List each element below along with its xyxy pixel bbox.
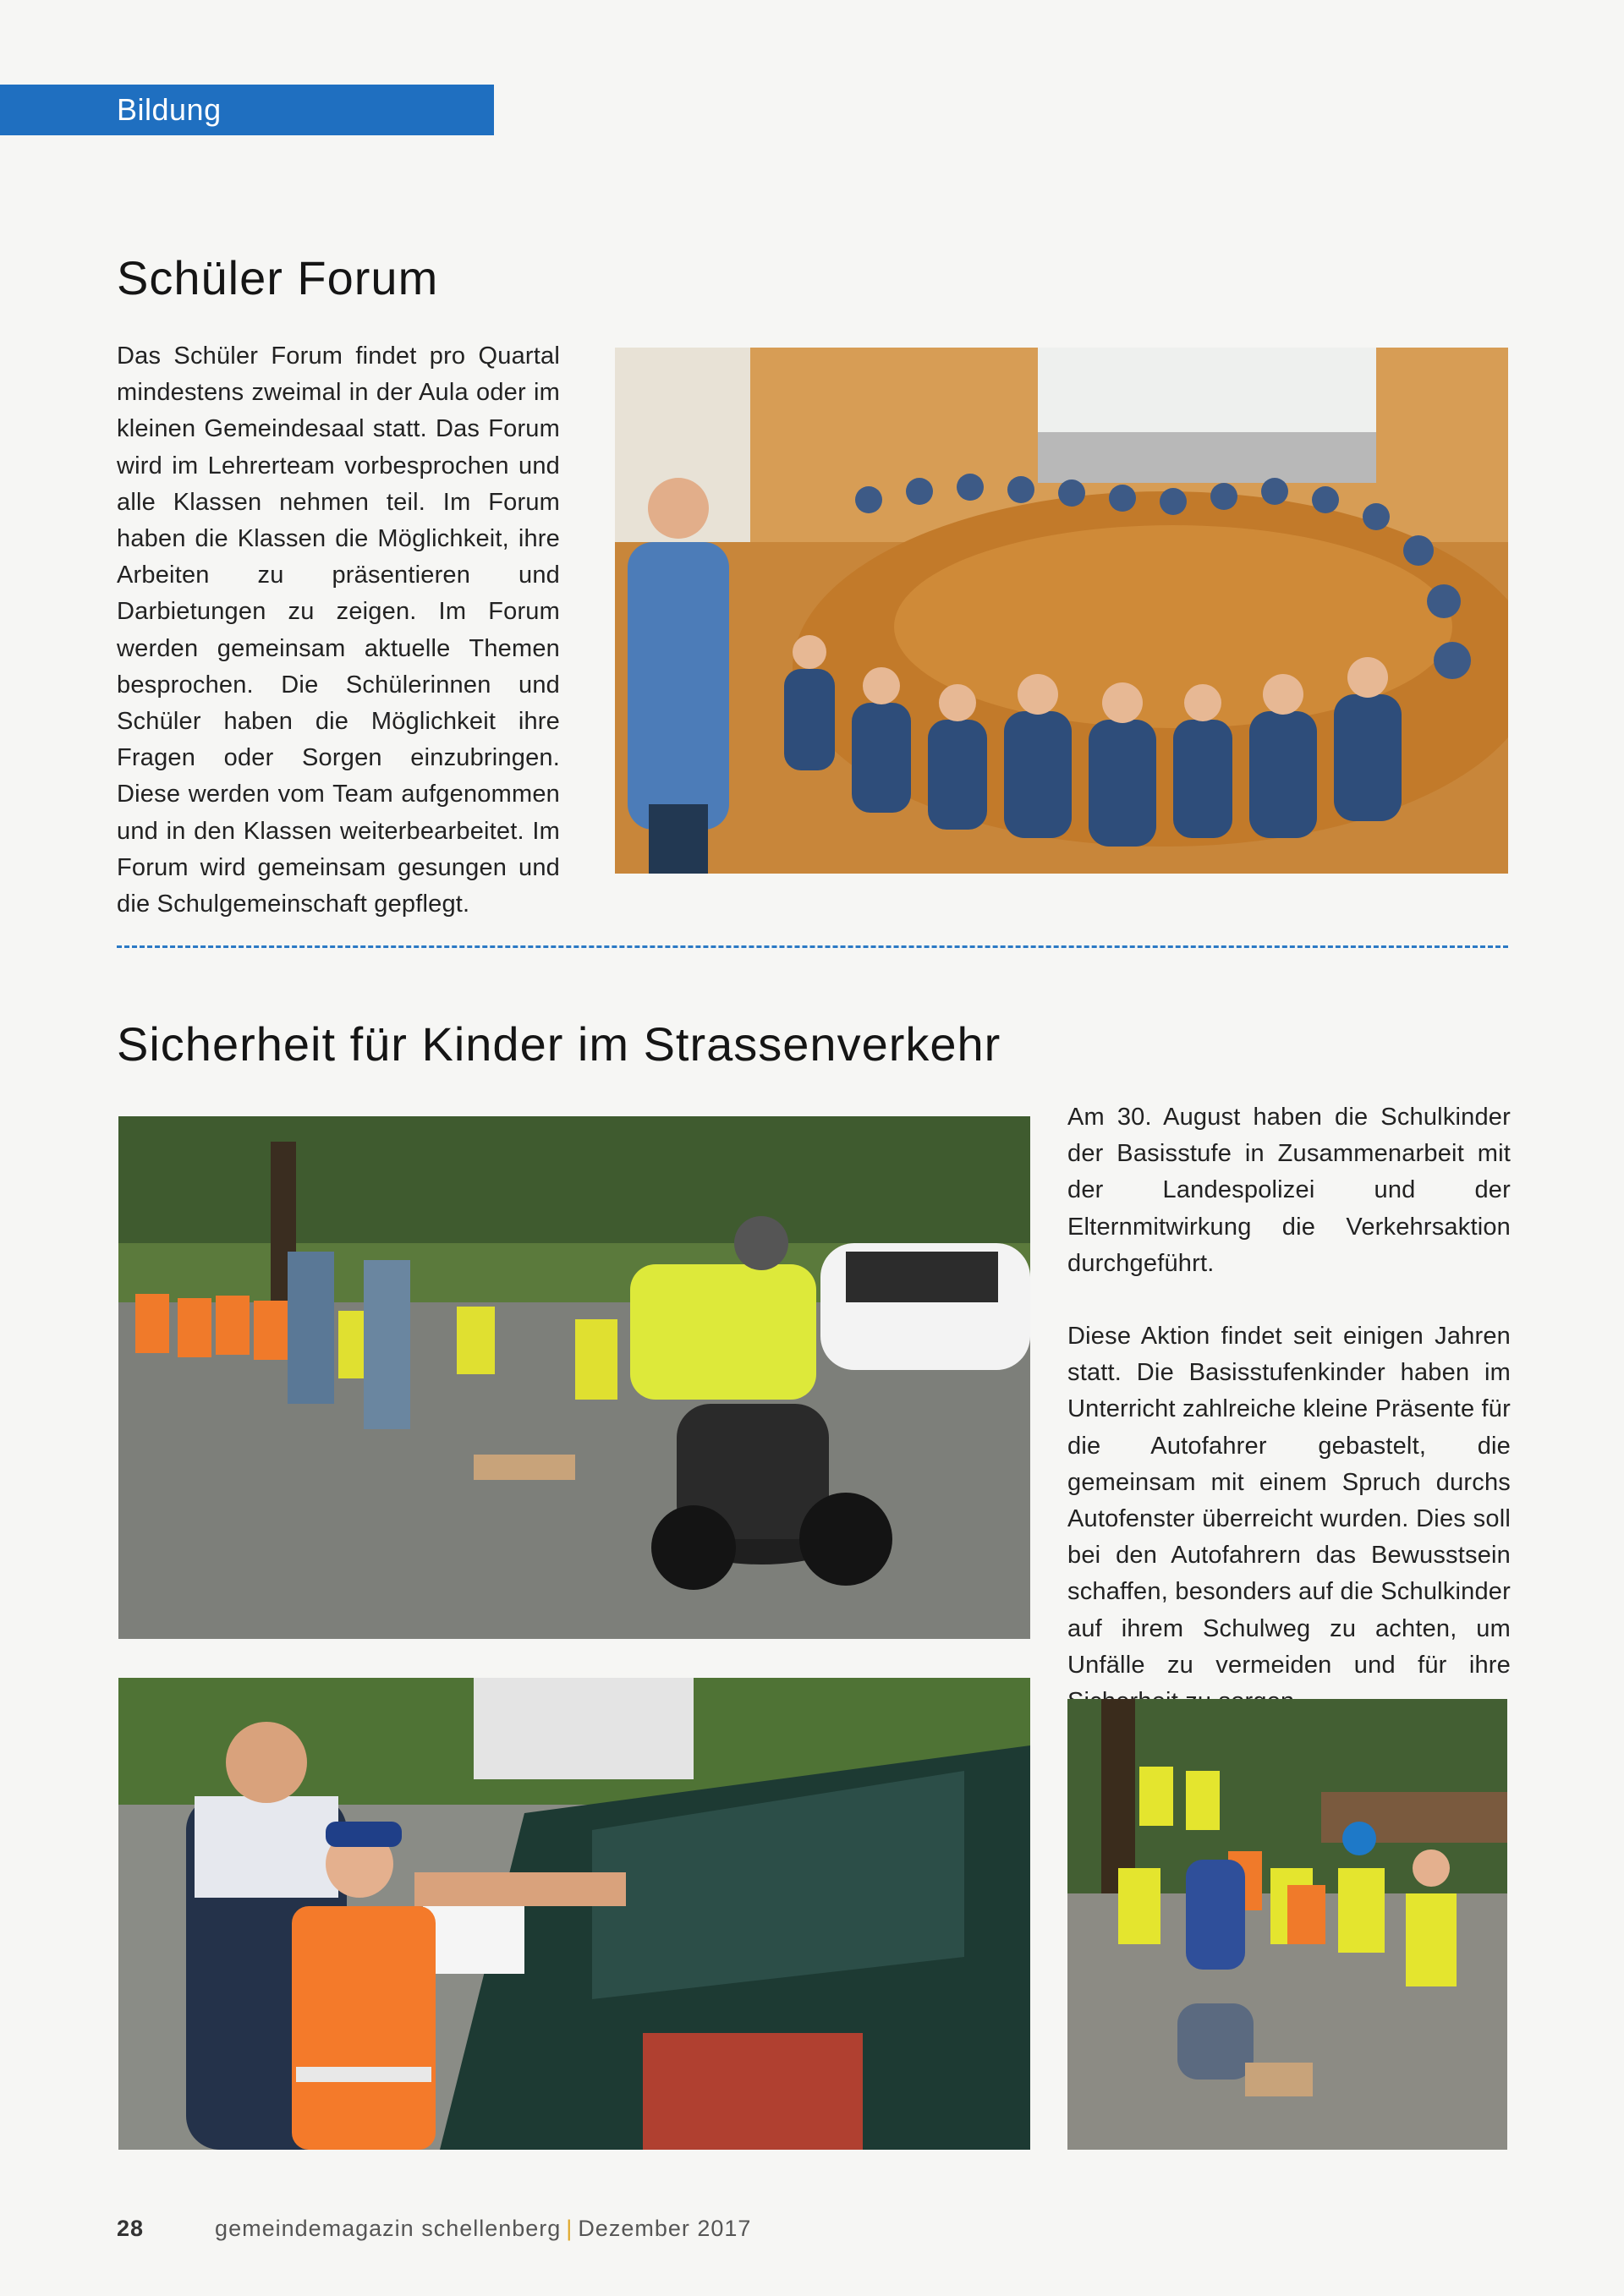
article2-title: Sicherheit für Kinder im Strassenverkehr (117, 1017, 1001, 1071)
road-safety-photo-3 (1067, 1699, 1507, 2150)
forum-photo-illustration (615, 348, 1508, 874)
footer-separator: | (566, 2216, 573, 2241)
article2-paragraph-2: Diese Aktion findet seit einigen Jahren statt. Die Basisstufenkinder haben im Unterricht zahlreiche kleine Präsente für die Autofahrer gebastelt, die gemeinsam mit einem Spruch durchs Autofenster überreicht wurden. Dies soll bei den Autofahrern das Bewusstsein schaffen, besonders auf die Schulkinder auf ihrem Schulweg zu achten, um Unfälle zu vermeiden und für ihre (1067, 1323, 1511, 1679)
photo-schueler-forum (615, 348, 1508, 874)
photo-kinder-warnwesten (1067, 1699, 1507, 2150)
road-safety-photo-2 (118, 1678, 1030, 2150)
article1-body: Das Schüler Forum findet pro Quartal mindestens zweimal in der Aula oder im kleinen Gemeindesaal statt. Das Forum wird im Lehrerteam vorbesprochen und alle Klassen nehmen teil. Im Forum haben die Klassen die Möglichkeit, ihre Arbeiten zu präsentieren und Darbietungen zu zeigen. Im Forum werden gemeinsam aktuelle Themen besprochen. Die Schülerinnen und Schüler haben die Möglichkeit ihre Fragen oder Sorgen einzubringen. Diese werden vom Team aufgenommen und in den Klassen weiterbearbeitet. Im Forum wird gemeinsam gesungen und die Schulgemeinschaft gepflegt. (117, 342, 560, 918)
article1-title: Schüler Forum (117, 251, 439, 304)
photo-verkehrsaktion-motorrad (118, 1116, 1030, 1639)
section-tab: Bildung (0, 85, 494, 135)
issue-date: Dezember 2017 (578, 2216, 752, 2241)
road-safety-photo-1 (118, 1116, 1030, 1639)
photo-polizist-autofenster (118, 1678, 1030, 2150)
page-footer (117, 2216, 751, 2242)
magazine-name: gemeindemagazin schellenberg (215, 2216, 562, 2241)
section-divider (117, 945, 1508, 948)
article2-paragraph-1: Am 30. August haben die Schulkinder der Basisstufe in Zusammenarbeit mit der Landespolizei und der Elternmitwirkung die Verkehrsaktion durchgeführt. (1067, 1104, 1511, 1277)
page-number: 28 (117, 2216, 145, 2241)
article2-text (1067, 1099, 1511, 1720)
